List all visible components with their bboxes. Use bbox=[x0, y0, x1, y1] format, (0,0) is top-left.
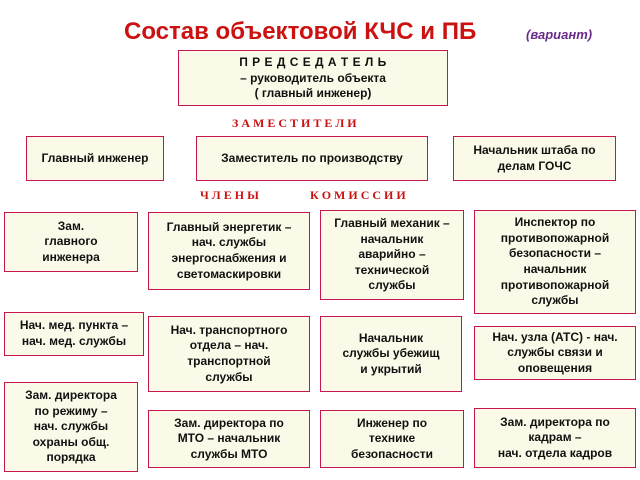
member-box: Главный механик – начальник аварийно – технической службы bbox=[320, 210, 464, 300]
member-box: Нач. транспортного отдела – нач. транспортной службы bbox=[148, 316, 310, 392]
member-box: Зам. директора по кадрам – нач. отдела кадров bbox=[474, 408, 636, 468]
deputies-label: З А М Е С Т И Т Е Л И bbox=[232, 116, 357, 130]
member-box: Зам. директора по МТО – начальник службы МТО bbox=[148, 410, 310, 468]
deputy-box-gochs-chief: Начальник штаба по делам ГОЧС bbox=[453, 136, 616, 181]
deputy-box-production: Заместитель по производству bbox=[196, 136, 428, 181]
members-label-1: Ч Л Е Н Ы bbox=[200, 188, 259, 202]
member-box: Нач. мед. пункта – нач. мед. службы bbox=[4, 312, 144, 356]
member-box: Нач. узла (АТС) - нач. службы связи и оповещения bbox=[474, 326, 636, 380]
member-box: Зам. главного инженера bbox=[4, 212, 138, 272]
variant-label: (вариант) bbox=[526, 27, 593, 42]
chairman-box bbox=[178, 50, 448, 106]
chairman-heading: П Р Е Д С Е Д А Т Е Л Ь bbox=[239, 55, 387, 70]
member-box: Зам. директора по режиму – нач. службы охраны общ. порядка bbox=[4, 382, 138, 472]
members-label-2: К О М И С С И И bbox=[310, 188, 406, 202]
member-box: Инспектор по противопожарной безопасности – начальник противопожарной службы bbox=[474, 210, 636, 314]
deputy-box-chief-engineer: Главный инженер bbox=[26, 136, 164, 181]
diagram-title: Состав объектовой КЧС и ПБ bbox=[124, 18, 477, 45]
member-box: Начальник службы убежищ и укрытий bbox=[320, 316, 462, 392]
member-box: Инженер по технике безопасности bbox=[320, 410, 464, 468]
member-box: Главный энергетик – нач. службы энергоснабжения и светомаскировки bbox=[148, 212, 310, 290]
chairman-text: – руководитель объекта ( главный инженер) bbox=[240, 70, 386, 101]
